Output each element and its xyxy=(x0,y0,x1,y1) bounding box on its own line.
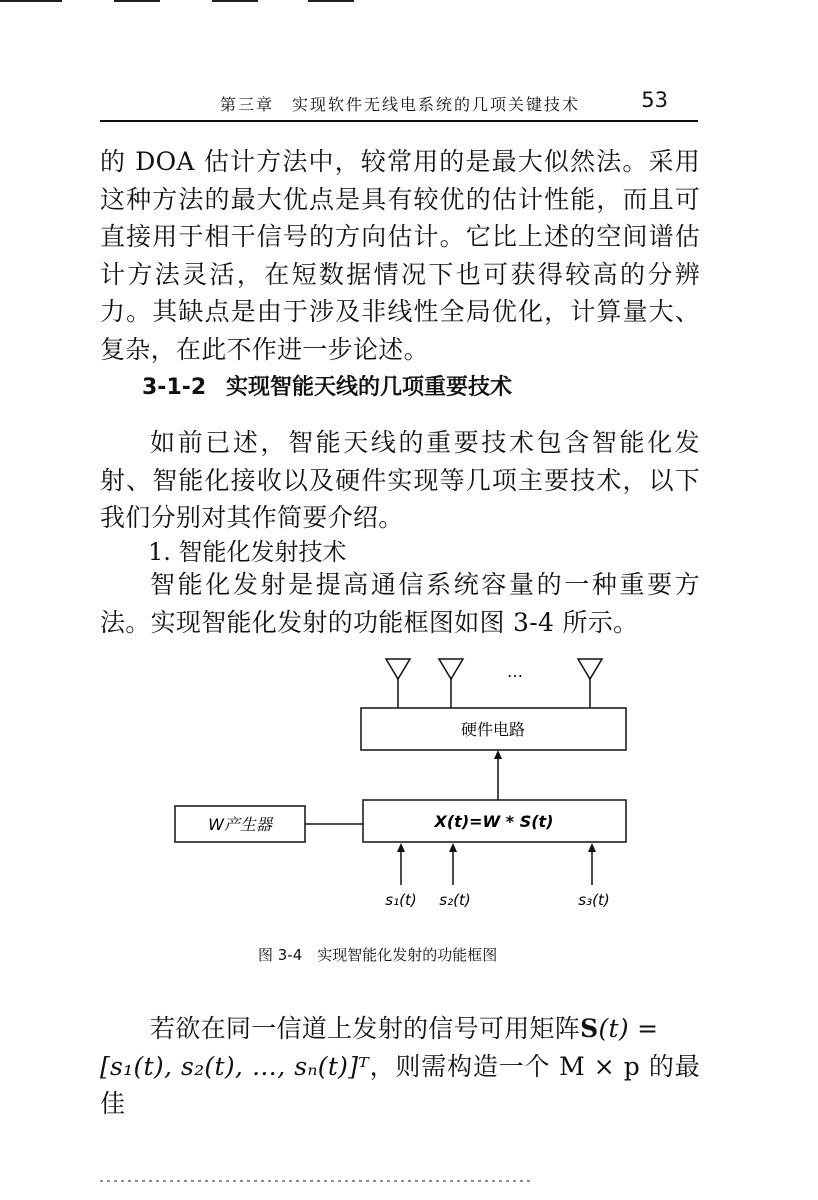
scan-artifact xyxy=(100,1180,530,1182)
scan-artifact xyxy=(114,0,160,2)
page-number: 53 xyxy=(641,88,668,112)
antenna-icon xyxy=(439,659,463,708)
arrow-head xyxy=(588,843,596,852)
arrow-head xyxy=(397,843,405,852)
arrow-head xyxy=(494,750,502,759)
antenna-icon xyxy=(578,659,602,708)
scan-artifact xyxy=(308,0,354,2)
scan-artifact xyxy=(0,0,62,2)
block-diagram xyxy=(150,645,670,965)
section-heading xyxy=(142,370,512,401)
arrow-head xyxy=(449,843,457,852)
input-label-s3: s₃(t) xyxy=(578,891,610,909)
subsection-heading: 1. 智能化发射技术 xyxy=(148,538,347,566)
antenna-ellipsis: … xyxy=(507,662,523,681)
running-header xyxy=(100,86,698,122)
matrix-arg: (t) = xyxy=(598,1014,659,1043)
paragraph-doa: 的 DOA 估计方法中，较常用的是最大似然法。采用这种方法的最大优点是具有较优的估计性能，而且可直接用于相干信号的方向估计。它比上述的空间谱估计方法灵活，在短数据情况下也可获得较高的分辨力。其缺点是由于涉及非线性全局优化，计算量大、复杂，在此不作进一步论述。 xyxy=(100,147,700,364)
scan-artifact xyxy=(212,0,258,2)
section-number: 3-1-2 xyxy=(142,375,207,400)
chapter-title: 第三章 实现软件无线电系统的几项关键技术 xyxy=(220,95,581,114)
paragraph-matrix xyxy=(100,1010,700,1123)
w-generator-label: W产生器 xyxy=(208,815,272,834)
antenna-icon xyxy=(386,659,410,708)
hardware-circuit-label: 硬件电路 xyxy=(460,720,526,739)
input-label-s1: s₁(t) xyxy=(385,891,417,909)
paragraph-intro: 如前已述，智能天线的重要技术包含智能化发射、智能化接收以及硬件实现等几项主要技术，以下我们分别对其作简要介绍。 xyxy=(100,428,700,533)
section-title: 实现智能天线的几项重要技术 xyxy=(226,375,513,400)
figure-caption: 图 3-4 实现智能化发射的功能框图 xyxy=(258,946,498,964)
signal-vector: [s₁(t), s₂(t), …, sₙ(t)]ᵀ xyxy=(100,1051,370,1081)
input-label-s2: s₂(t) xyxy=(439,891,471,909)
matrix-symbol: S xyxy=(580,1014,599,1043)
matrix-text-suffix: ，则需构造一个 M × p 的最佳 xyxy=(100,1051,700,1119)
paragraph-transmit: 智能化发射是提高通信系统容量的一种重要方法。实现智能化发射的功能框图如图 3-4 所示。 xyxy=(100,570,700,637)
equation-label: X(t)=W * S(t) xyxy=(434,812,554,831)
matrix-text-prefix: 若欲在同一信道上发射的信号可用矩阵 xyxy=(150,1014,581,1043)
